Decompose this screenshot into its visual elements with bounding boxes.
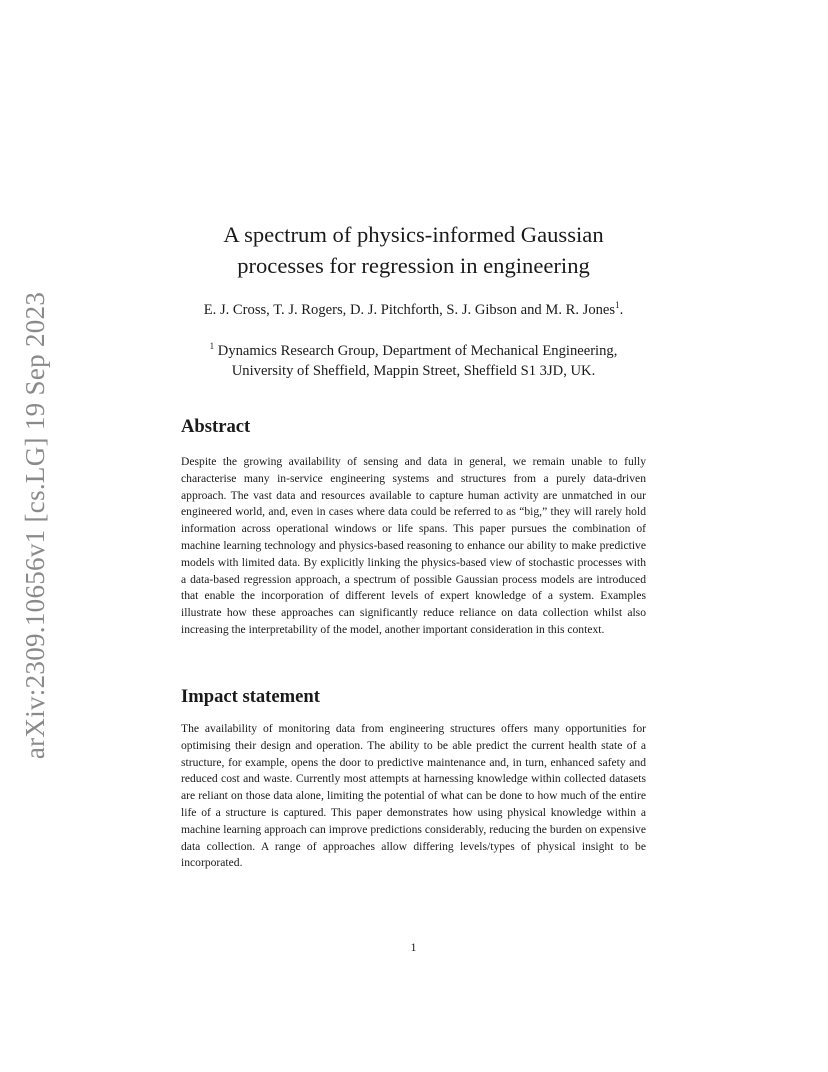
affiliation-marker: 1 [209,341,215,351]
paper-title [161,219,666,281]
affiliation-line-2: University of Sheffield, Mappin Street, Sheffield S1 3JD, UK. [231,363,596,379]
author-affiliation-marker: 1 [615,300,620,310]
affiliation [161,341,666,381]
impact-statement-heading: Impact statement [181,686,320,707]
abstract-body: Despite the growing availability of sensing and data in general, we remain unable to fully characterise many in-service engineering systems and structures from a purely data-driven approach. The vast data and resources available to capture human activity are unmatched in our engineered world, and, even in cases where data could be referred to as “big,” they will rarely hold information across operational windows or life spans. This paper pursues the combination of machine learning technology and physics-based reasoning to enhance our ability to make predictive models with limited data. By explicitly linking the physics-based view of stochastic processes with a data-based regression approach, a spectrum of possible Gaussian process models are introduced that enable the incorporation of different levels of expert knowledge of a system. Examples illustrate how these approaches can significantly reduce reliance on data collection whilst also increasing the interpretability of the model, another important consideration in this context. [181,455,646,636]
impact-statement-body: The availability of monitoring data from engineering structures offers many opportunities for optimising their design and operation. The ability to be able predict the current health state of a structure, for example, opens the door to predictive maintenance and, in turn, enhanced safety and reduced cost and waste. Currently most attempts at harnessing knowledge within collected datasets are reliant on those data alone, limiting the potential of what can be done to how much of the entire life of a structure is captured. This paper demonstrates how using physical knowledge within a machine learning approach can improve predictions considerably, reducing the burden on expensive data collection. A range of approaches allow differing levels/types of physical insight to be incorporated. [181,722,646,870]
title-line-1: A spectrum of physics-informed Gaussian [223,222,604,247]
page-number: 1 [410,940,417,954]
author-names: E. J. Cross, T. J. Rogers, D. J. Pitchforth, S. J. Gibson and M. R. Jones [203,302,616,318]
arxiv-identifier-text: arXiv:2309.10656v1 [cs.LG] 19 Sep 2023 [20,291,51,759]
author-list-period: . [619,302,624,318]
abstract-heading: Abstract [181,416,251,437]
author-list [161,300,666,320]
title-line-2: processes for regression in engineering [237,253,590,278]
arxiv-identifier-stamp [14,290,58,760]
affiliation-line-1: Dynamics Research Group, Department of Mechanical Engineering, [214,343,618,359]
